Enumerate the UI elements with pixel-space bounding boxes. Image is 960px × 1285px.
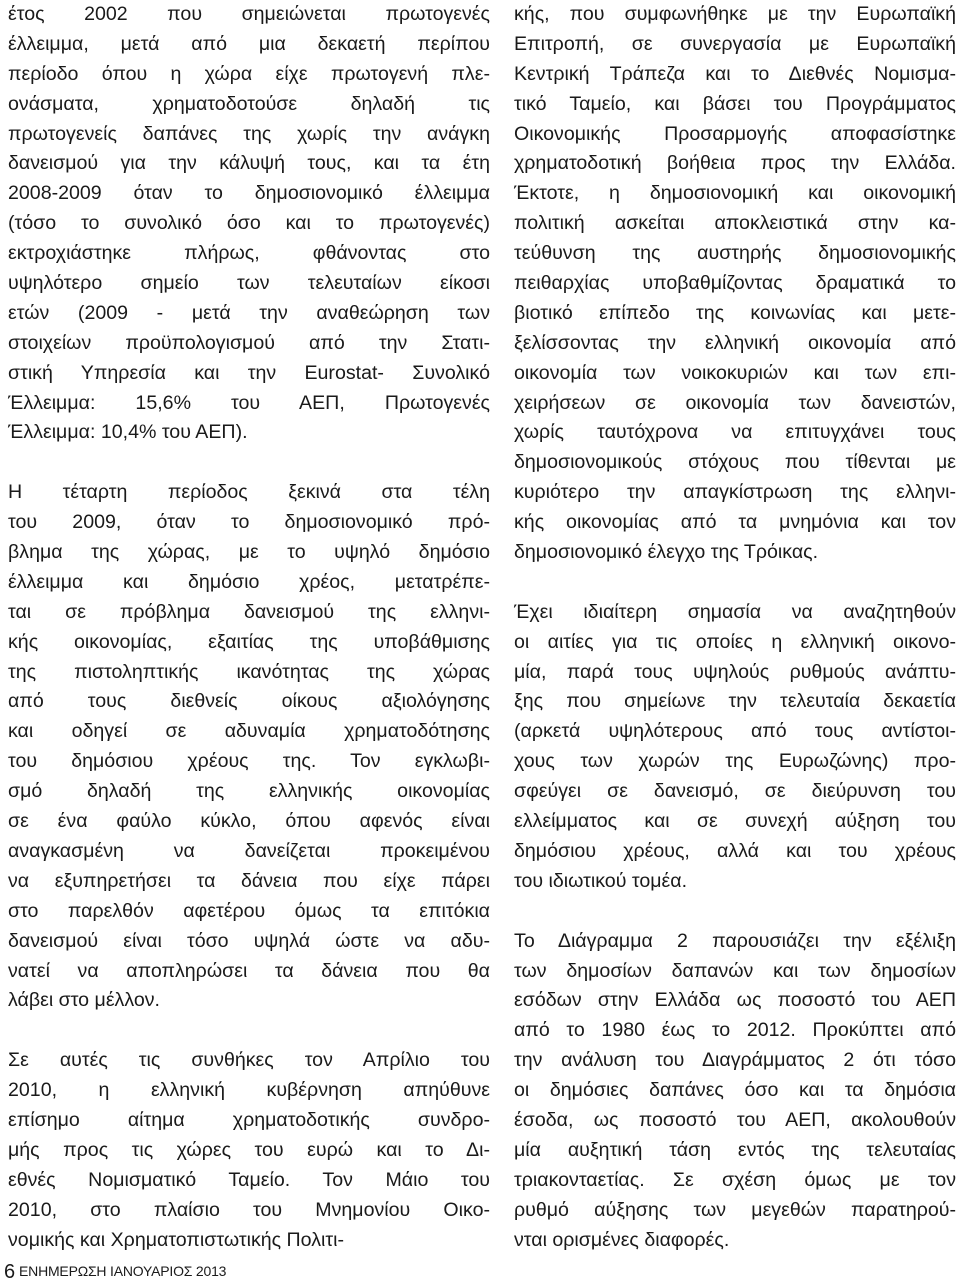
text-line: στοιχείων προϋπολογισμού από την Στατι-: [8, 331, 490, 354]
text-line: ονάσματα, χρηματοδοτούσε δηλαδή τις: [8, 92, 490, 115]
text-line: ελλείμματος και σε συνεχή αύξηση του: [514, 810, 956, 833]
publication-title: ΕΝΗΜΕΡΩΣΗ ΙΑΝΟΥΑΡΙΟΣ 2013: [19, 1263, 227, 1279]
paragraph-gap: [8, 1016, 490, 1046]
text-line: βλημα της χώρας, με το υψηλό δημόσιο: [8, 541, 490, 564]
page-number: 6: [4, 1261, 16, 1283]
right-column: [514, 0, 956, 1255]
text-line: στο παρελθόν αφετέρου όμως τα επιτόκια: [8, 899, 490, 922]
text-line: βιοτικό επίπεδο της κοινωνίας και μετε-: [514, 301, 956, 324]
paragraph-gap: [514, 897, 956, 927]
paragraph: [8, 0, 490, 448]
text-line: Επιτροπή, σε συνεργασία με Ευρωπαϊκή: [514, 32, 956, 55]
text-line: της πιστοληπτικής ικανότητας της χώρας: [8, 660, 490, 683]
text-line: εθνές Νομισματικό Ταμείο. Τον Μάιο του: [8, 1168, 490, 1191]
text-line: περίοδο όπου η χώρα είχε πρωτογενή πλε-: [8, 62, 490, 85]
text-line: έσοδα, ως ποσοστό του ΑΕΠ, ακολουθούν: [514, 1108, 956, 1131]
text-line: σμό δηλαδή της ελληνικής οικονομίας: [8, 780, 490, 803]
text-line: νομικής και Χρηματοπιστωτικής Πολιτι-: [8, 1228, 344, 1251]
text-line: τεύθυνση της αυστηρής δημοσιονομικής: [514, 242, 956, 265]
text-line: σφεύγει σε δανεισμό, σε διεύρυνση του: [514, 780, 956, 803]
paragraph: [8, 478, 490, 1016]
text-line: του ιδιωτικού τομέα.: [514, 869, 688, 892]
text-line: έτος 2002 που σημειώνεται πρωτογενές: [8, 3, 490, 25]
text-line: εσόδων στην Ελλάδα ως ποσοστό του ΑΕΠ: [514, 989, 956, 1012]
page-footer: [4, 1262, 226, 1281]
text-line: Οικονομικής Προσαρμογής αποφασίστηκε: [514, 122, 956, 145]
text-line: χωρίς ταυτόχρονα να επιτυγχάνει τους: [514, 421, 956, 444]
text-line: μία, παρά τους υψηλούς ρυθμούς ανάπτυ-: [514, 660, 956, 683]
text-line: ται σε πρόβλημα δανεισμού της ελληνι-: [8, 600, 490, 623]
text-line: να εξυπηρετήσει τα δάνεια που είχε πάρει: [8, 869, 490, 892]
text-line: (τόσο το συνολικό όσο και το πρωτογενές): [8, 212, 490, 235]
text-line: Σε αυτές τις συνθήκες τον Απρίλιο του: [8, 1049, 490, 1072]
text-line: (αρκετά υψηλότερους από τους αντίστοι-: [514, 720, 956, 743]
left-column: [8, 0, 490, 1255]
text-line: τριακονταετίας. Σε σχέση όμως με τον: [514, 1168, 956, 1191]
text-line: δημόσιου χρέους, αλλά και του χρέους: [514, 839, 956, 862]
text-line: κής οικονομίας, εξαιτίας της υποβάθμισης: [8, 630, 490, 653]
text-line: του δημόσιου χρέους της. Τον εγκλωβι-: [8, 750, 490, 773]
text-line: χειρήσεων σε οικονομία των δανειστών,: [514, 391, 956, 414]
text-line: 2010, στο πλαίσιο του Μνημονίου Οικο-: [8, 1198, 490, 1221]
text-line: πολιτική ασκείται αποκλειστικά στην κα-: [514, 212, 956, 235]
text-line: ξης που σημείωνε την τελευταία δεκαετία: [514, 690, 956, 713]
text-line: δημοσιονομικούς στόχους που τίθενται με: [514, 451, 956, 474]
text-line: ρυθμό αύξησης των μεγεθών παρατηρού-: [514, 1198, 956, 1221]
text-line: δανεισμού για την κάλυψή τους, και τα έτη: [8, 152, 490, 175]
text-line: από το 1980 έως το 2012. Προκύπτει από: [514, 1019, 956, 1042]
text-line: λάβει στο μέλλον.: [8, 989, 160, 1012]
text-line: κής, που συμφωνήθηκε με την Ευρωπαϊκή: [514, 3, 956, 25]
text-line: κής οικονομίας από τα μνημόνια και τον: [514, 511, 956, 534]
paragraph: [514, 0, 956, 568]
text-line: Έλλειμμα: 10,4% του ΑΕΠ).: [8, 421, 248, 444]
text-line: Κεντρική Τράπεζα και το Διεθνές Νομισμα-: [514, 62, 956, 85]
text-line: επίσημο αίτημα χρηματοδοτικής συνδρο-: [8, 1108, 490, 1131]
text-line: Έλλειμμα: 15,6% του ΑΕΠ, Πρωτογενές: [8, 391, 490, 414]
text-line: οι αιτίες για τις οποίες η ελληνική οικονο-: [514, 630, 956, 653]
text-line: νατεί να αποπληρώσει τα δάνεια που θα: [8, 959, 490, 982]
paragraph: [514, 598, 956, 897]
text-line: ξελίσσοντας την ελληνική οικονομία από: [514, 331, 956, 354]
text-line: πρωτογενείς δαπάνες της χωρίς την ανάγκη: [8, 122, 490, 145]
text-line: χρηματοδοτική βοήθεια προς την Ελλάδα.: [514, 152, 956, 175]
text-line: σε ένα φαύλο κύκλο, όπου αφενός είναι: [8, 810, 490, 833]
text-line: 2010, η ελληνική κυβέρνηση απηύθυνε: [8, 1079, 490, 1102]
text-line: 2008-2009 όταν το δημοσιονομικό έλλειμμα: [8, 182, 490, 205]
text-line: Η τέταρτη περίοδος ξεκινά στα τέλη: [8, 481, 490, 504]
paragraph-gap: [8, 448, 490, 478]
text-line: οι δημόσιες δαπάνες όσο και τα δημόσια: [514, 1079, 956, 1102]
paragraph-gap: [514, 568, 956, 598]
text-line: και οδηγεί σε αδυναμία χρηματοδότησης: [8, 720, 490, 743]
text-line: των δημοσίων δαπανών και των δημοσίων: [514, 959, 956, 982]
text-line: δανεισμού είναι τόσο υψηλά ώστε να αδυ-: [8, 929, 490, 952]
text-line: αναγκασμένη να δανείζεται προκειμένου: [8, 839, 490, 862]
text-line: Το Διάγραμμα 2 παρουσιάζει την εξέλιξη: [514, 929, 956, 952]
text-line: εκτροχιάστηκε πλήρως, φθάνοντας στο: [8, 242, 490, 265]
text-line: χους των χωρών της Ευρωζώνης) προ-: [514, 750, 956, 773]
paragraph: [514, 927, 956, 1256]
text-line: ετών (2009 - μετά την αναθεώρηση των: [8, 301, 490, 324]
text-line: μία αυξητική τάση εντός της τελευταίας: [514, 1138, 956, 1161]
text-line: κυριότερο την απαγκίστρωση της ελληνι-: [514, 481, 956, 504]
text-line: υψηλότερο σημείο των τελευταίων είκοσι: [8, 272, 490, 295]
text-line: τικό Ταμείο, και βάσει του Προγράμματος: [514, 92, 956, 115]
text-line: Έχει ιδιαίτερη σημασία να αναζητηθούν: [514, 600, 956, 623]
text-line: έλλειμμα και δημόσιο χρέος, μετατρέπε-: [8, 570, 490, 593]
text-line: Έκτοτε, η δημοσιονομική και οικονομική: [514, 182, 956, 205]
text-line: οικονομία των νοικοκυριών και των επι-: [514, 361, 956, 384]
text-line: στική Υπηρεσία και την Eurostat- Συνολικό: [8, 361, 490, 384]
paragraph: [8, 1046, 490, 1255]
text-line: πειθαρχίας υποβαθμίζοντας δραματικά το: [514, 272, 956, 295]
text-line: νται ορισμένες διαφορές.: [514, 1228, 730, 1251]
text-line: από τους διεθνείς οίκους αξιολόγησης: [8, 690, 490, 713]
text-line: του 2009, όταν το δημοσιονομικό πρό-: [8, 511, 490, 534]
text-line: μής προς τις χώρες του ευρώ και το Δι-: [8, 1138, 490, 1161]
text-line: δημοσιονομικό έλεγχο της Τρόικας.: [514, 541, 819, 564]
text-line: την ανάλυση του Διαγράμματος 2 ότι τόσο: [514, 1049, 956, 1072]
text-line: έλλειμμα, μετά από μια δεκαετή περίπου: [8, 32, 490, 55]
